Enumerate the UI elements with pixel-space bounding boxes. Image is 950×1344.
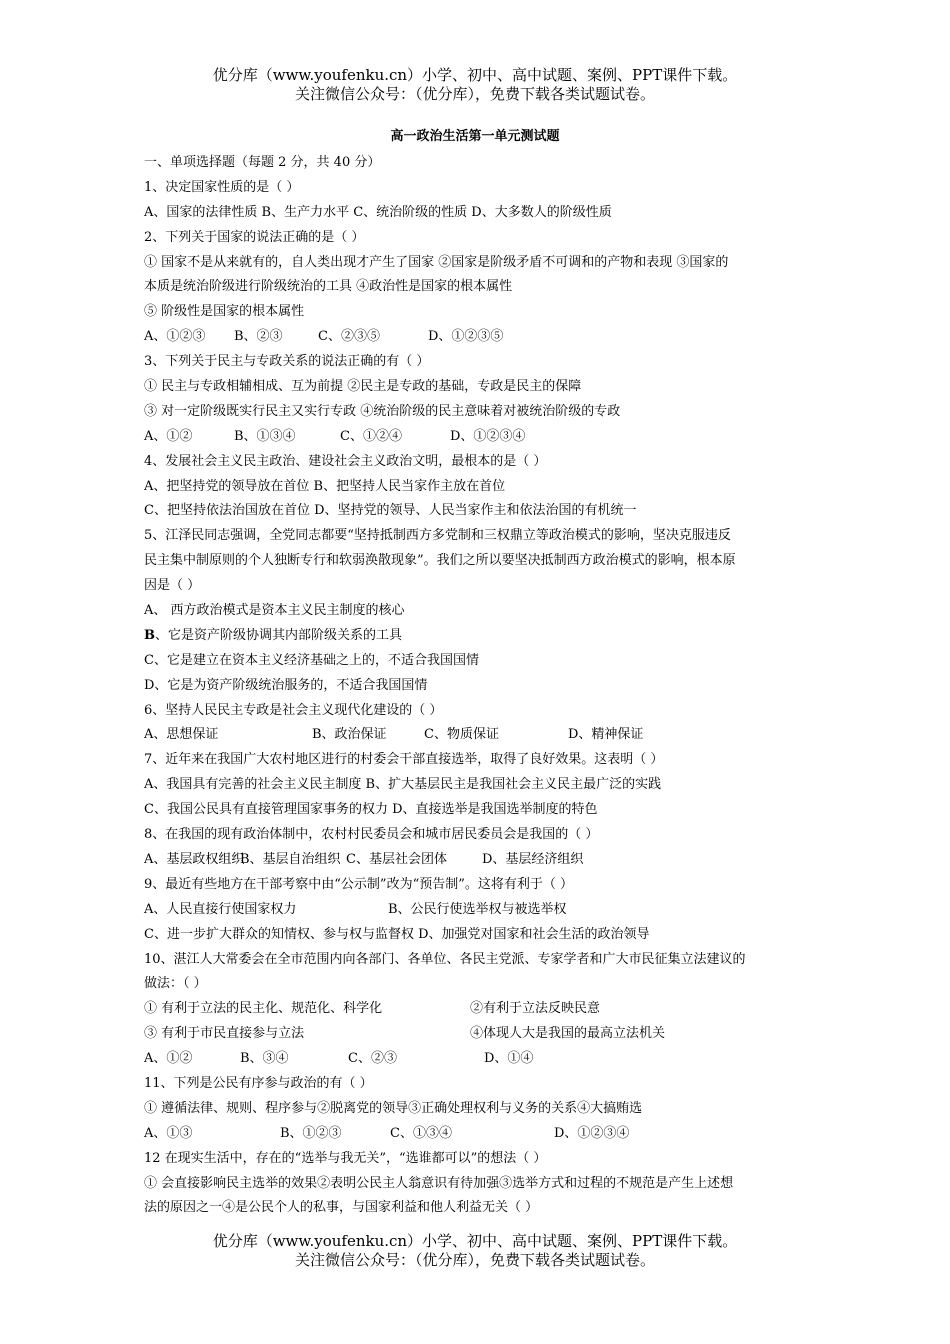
q12-line-2: 法的原因之一④是公民个人的私事，与国家利益和他人利益无关（ ）: [144, 1200, 539, 1216]
q11-stem: 11、下列是公民有序参与政治的有（ ）: [144, 1075, 373, 1091]
q4-stem: 4、发展社会主义民主政治、建设社会主义政治文明，最根本的是（ ）: [144, 453, 547, 469]
q11-line-1: ① 遵循法律、规则、程序参与②脱离党的领导③正确处理权利与义务的关系④大搞贿选: [144, 1100, 643, 1116]
q5-option-a: A、 西方政治模式是资本主义民主制度的核心: [144, 603, 405, 619]
q4-line-2: C、把坚持依法治国放在首位 D、坚持党的领导、人民当家作主和依法治国的有机统一: [144, 503, 637, 519]
q9-stem: 9、最近有些地方在干部考察中由“公示制”改为“预告制”。这将有利于（ ）: [144, 876, 573, 892]
q8-option-d: D、基层经济组织: [482, 851, 584, 867]
page-title: 高一政治生活第一单元测试题: [390, 129, 560, 144]
q2-option-b: B、②③: [234, 329, 283, 345]
q2-option-c: C、②③⑤: [318, 329, 380, 345]
q5-line-2: 民主集中制原则的个人独断专行和软弱涣散现象”。我们之所以要坚决抵制西方政治模式的影响，根本原: [144, 553, 736, 569]
q4-line-1: A、把坚持党的领导放在首位 B、把坚持人民当家作主放在首位: [144, 478, 506, 494]
q8-options: [144, 848, 809, 873]
q11-options: [144, 1122, 809, 1147]
q10-items-2: [144, 1022, 809, 1047]
q8-option-c: C、基层社会团体: [346, 851, 447, 867]
q2-options: [144, 325, 809, 350]
q3-option-d: D、①②③④: [450, 428, 526, 444]
q2-line-2: 本质是统治阶级进行阶级统治的工具 ④政治性是国家的根本属性: [144, 279, 513, 295]
q2-line-3: ⑤ 阶级性是国家的根本属性: [144, 304, 305, 320]
q6-option-b: B、政治保证: [312, 727, 387, 743]
header-line-2: 关注微信公众号：（优分库），免费下载各类试题试卷。: [294, 85, 655, 103]
q6-option-d: D、精神保证: [568, 727, 644, 743]
q8-stem: 8、在我国的现有政治体制中，农村村民委员会和城市居民委员会是我国的（ ）: [144, 827, 599, 843]
q3-line-2: ③ 对一定阶级既实行民主又实行专政 ④统治阶级的民主意味着对被统治阶级的专政: [144, 403, 621, 419]
q6-option-a: A、思想保证: [144, 727, 219, 743]
q3-option-b: B、①③④: [234, 428, 296, 444]
q10-item-4: ④体现人大是我国的最高立法机关: [470, 1026, 666, 1042]
q12-line-1: ① 会直接影响民主选举的效果②表明公民主人翁意识有待加强③选举方式和过程的不规范是产生上述想: [144, 1175, 734, 1191]
q10-option-c: C、②③: [348, 1051, 397, 1067]
q10-line-2: 做法：（ ）: [144, 976, 207, 992]
q11-option-c: C、①③④: [390, 1125, 452, 1141]
q10-option-d: D、①④: [484, 1051, 534, 1067]
q6-stem: 6、坚持人民民主专政是社会主义现代化建设的（ ）: [144, 702, 443, 718]
q2-stem: 2、下列关于国家的说法正确的是（ ）: [144, 229, 365, 245]
q2-option-d: D、①②③⑤: [428, 329, 504, 345]
q10-items-1: [144, 997, 809, 1022]
footer-line-1: 优分库（www.youfenku.cn）小学、初中、高中试题、案例、PPT课件下载。: [212, 1232, 738, 1250]
q10-option-b: B、③④: [240, 1051, 289, 1067]
q5-line-1: 5、江泽民同志强调，全党同志都要“坚持抵制西方多党制和三权鼎立等政治模式的影响，坚决克服违反: [144, 528, 731, 544]
q5-option-b-letter: B: [144, 627, 155, 643]
q8-option-a: A、基层政权组织: [144, 851, 245, 867]
q5-option-d: D、它是为资产阶级统治服务的，不适合我国国情: [144, 677, 428, 693]
question-body: [144, 151, 809, 1221]
q8-option-b: B、基层自治组织: [240, 851, 341, 867]
q5-option-b: [144, 624, 809, 649]
q3-options: [144, 425, 809, 450]
q7-line-1: A、我国具有完善的社会主义民主制度 B、扩大基层民主是我国社会主义民主最广泛的实践: [144, 777, 662, 793]
q11-option-b: B、①②③: [280, 1125, 342, 1141]
q5-option-b-text: 、它是资产阶级协调其内部阶级关系的工具: [155, 627, 403, 643]
q3-line-1: ① 民主与专政相辅相成、互为前提 ②民主是专政的基础，专政是民主的保障: [144, 379, 582, 395]
q11-option-a: A、①③: [144, 1125, 193, 1141]
header-line-1: 优分库（www.youfenku.cn）小学、初中、高中试题、案例、PPT课件下载。: [212, 66, 738, 84]
q5-line-3: 因是（ ）: [144, 578, 201, 594]
page-footer: [0, 1232, 950, 1270]
q3-stem: 3、下列关于民主与专政关系的说法正确的有（ ）: [144, 354, 430, 370]
q10-line-1: 10、湛江人大常委会在全市范围内向各部门、各单位、各民主党派、专家学者和广大市民征集立法建议的: [144, 951, 746, 967]
q6-option-c: C、物质保证: [424, 727, 499, 743]
q11-option-d: D、①②③④: [554, 1125, 630, 1141]
q9-option-b: B、公民行使选举权与被选举权: [388, 901, 567, 917]
q2-line-1: ① 国家不是从来就有的，自人类出现才产生了国家 ②国家是阶级矛盾不可调和的产物和表现 ③国家的: [144, 254, 729, 270]
q2-option-a: A、①②③: [144, 329, 206, 345]
q10-item-3: ③ 有利于市民直接参与立法: [144, 1026, 305, 1042]
q7-line-2: C、我国公民具有直接管理国家事务的权力 D、直接选举是我国选举制度的特色: [144, 802, 598, 818]
q1-options: A、国家的法律性质 B、生产力水平 C、统治阶级的性质 D、大多数人的阶级性质: [144, 204, 612, 220]
q9-option-a: A、人民直接行使国家权力: [144, 901, 297, 917]
q9-line-1: [144, 898, 809, 923]
q12-stem: 12 在现实生活中，存在的“选举与我无关”，“选谁都可以”的想法（ ）: [144, 1150, 547, 1166]
q9-line-2: C、进一步扩大群众的知情权、参与权与监督权 D、加强党对国家和社会生活的政治领导: [144, 926, 650, 942]
q3-option-c: C、①②④: [340, 428, 402, 444]
section-heading: 一、单项选择题（每题 2 分，共 40 分）: [144, 155, 381, 170]
q10-item-2: ②有利于立法反映民意: [470, 1001, 601, 1017]
page-header: [0, 66, 950, 104]
q3-option-a: A、①②: [144, 428, 193, 444]
q1-stem: 1、决定国家性质的是（ ）: [144, 179, 300, 195]
q6-options: [144, 723, 809, 748]
q5-option-c: C、它是建立在资本主义经济基础之上的，不适合我国国情: [144, 652, 479, 668]
q10-item-1: ① 有利于立法的民主化、规范化、科学化: [144, 1001, 383, 1017]
q10-options: [144, 1047, 809, 1072]
q7-stem: 7、近年来在我国广大农村地区进行的村委会干部直接选举，取得了良好效果。这表明（ ）: [144, 752, 664, 768]
q10-option-a: A、①②: [144, 1051, 193, 1067]
footer-line-2: 关注微信公众号：（优分库），免费下载各类试题试卷。: [294, 1251, 655, 1269]
